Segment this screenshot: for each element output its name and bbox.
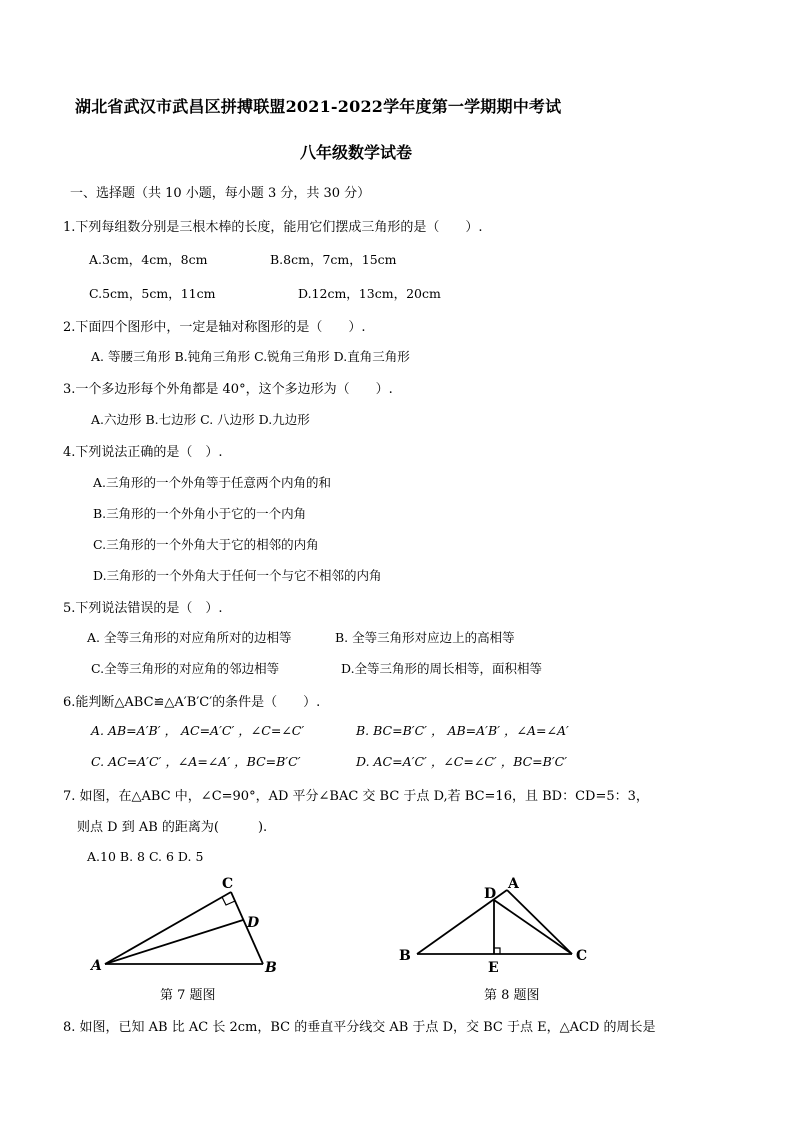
question-7-stem: 7. 如图，在△ABC 中，∠C=90°，AD 平分∠BAC 交 BC 于点 D,若 BC=16，且 BD：CD=5：3，: [63, 789, 649, 804]
q6-option-d: D. AC=A′C′ ，∠C=∠C′ ，BC=B′C′: [356, 754, 568, 769]
q5-option-a: A. 全等三角形的对应角所对的边相等: [87, 630, 292, 645]
q5-option-c: C.全等三角形的对应角的邻边相等: [91, 661, 280, 676]
figure-8-diagram: [395, 870, 595, 980]
q1-option-b: B.8cm，7cm，15cm: [270, 252, 397, 267]
q3-options: A.六边形 B.七边形 C. 八边形 D.九边形: [91, 412, 310, 427]
exam-subtitle: 八年级数学试卷: [299, 143, 412, 162]
figure-7-diagram: [85, 870, 290, 980]
question-2-stem: 2.下面四个图形中，一定是轴对称图形的是（ ）.: [63, 320, 366, 335]
fig8-label-c: C: [576, 948, 588, 964]
question-1-stem: 1.下列每组数分别是三根木棒的长度，能用它们摆成三角形的是（ ）.: [63, 220, 483, 235]
fig7-label-c: C: [222, 876, 234, 892]
figure-8-caption: 第 8 题图: [484, 988, 540, 1003]
q1-option-a: A.3cm，4cm，8cm: [89, 252, 208, 267]
question-8-stem: 8. 如图，已知 AB 比 AC 长 2cm，BC 的垂直平分线交 AB 于点 D，交 BC 于点 E，△ACD 的周长是: [63, 1020, 656, 1035]
q6-option-a: A. AB=A′B′ ， AC=A′C′ ，∠C=∠C′: [91, 723, 305, 738]
section-heading: 一、选择题（共 10 小题，每小题 3 分，共 30 分）: [70, 186, 371, 201]
fig8-segment-dc: [494, 900, 572, 954]
figure-7-caption: 第 7 题图: [160, 988, 216, 1003]
fig8-label-b: B: [399, 948, 411, 964]
q1-option-d: D.12cm，13cm，20cm: [298, 286, 441, 301]
question-4-stem: 4.下列说法正确的是（ ）.: [63, 445, 223, 460]
fig8-side-ac: [507, 890, 572, 954]
q7-options: A.10 B. 8 C. 6 D. 5: [87, 849, 204, 864]
fig7-label-a: A: [91, 958, 102, 974]
fig8-label-e: E: [488, 960, 499, 976]
question-7-stem-line2: 则点 D 到 AB 的距离为( ).: [77, 820, 268, 835]
q4-option-c: C.三角形的一个外角大于它的相邻的内角: [93, 537, 319, 552]
q4-option-d: D.三角形的一个外角大于任何一个与它不相邻的内角: [93, 568, 382, 583]
question-5-stem: 5.下列说法错误的是（ ）.: [63, 601, 223, 616]
q5-option-b: B. 全等三角形对应边上的高相等: [335, 630, 515, 645]
question-6-stem: 6.能判断△ABC≌△A′B′C′的条件是（ ）.: [63, 695, 321, 710]
q2-options: A. 等腰三角形 B.钝角三角形 C.锐角三角形 D.直角三角形: [91, 349, 410, 364]
q6-option-c: C. AC=A′C′ ，∠A=∠A′ ，BC=B′C′: [91, 754, 301, 769]
fig7-bisector-ad: [105, 920, 243, 964]
q4-option-a: A.三角形的一个外角等于任意两个内角的和: [93, 475, 332, 490]
fig7-label-d: D: [247, 915, 260, 931]
q4-option-b: B.三角形的一个外角小于它的一个内角: [93, 506, 307, 521]
fig7-label-b: B: [265, 960, 277, 976]
q6-option-b: B. BC=B′C′ ， AB=A′B′ ，∠A=∠A′: [356, 723, 569, 738]
fig8-label-d: D: [484, 886, 497, 902]
fig7-side-ac: [105, 892, 231, 964]
q1-option-c: C.5cm，5cm，11cm: [89, 286, 216, 301]
q5-option-d: D.全等三角形的周长相等，面积相等: [341, 661, 543, 676]
fig8-label-a: A: [508, 876, 519, 892]
question-3-stem: 3.一个多边形每个外角都是 40°，这个多边形为（ ）.: [63, 382, 393, 397]
exam-title: 湖北省武汉市武昌区拼搏联盟2021-2022学年度第一学期期中考试: [75, 97, 562, 116]
